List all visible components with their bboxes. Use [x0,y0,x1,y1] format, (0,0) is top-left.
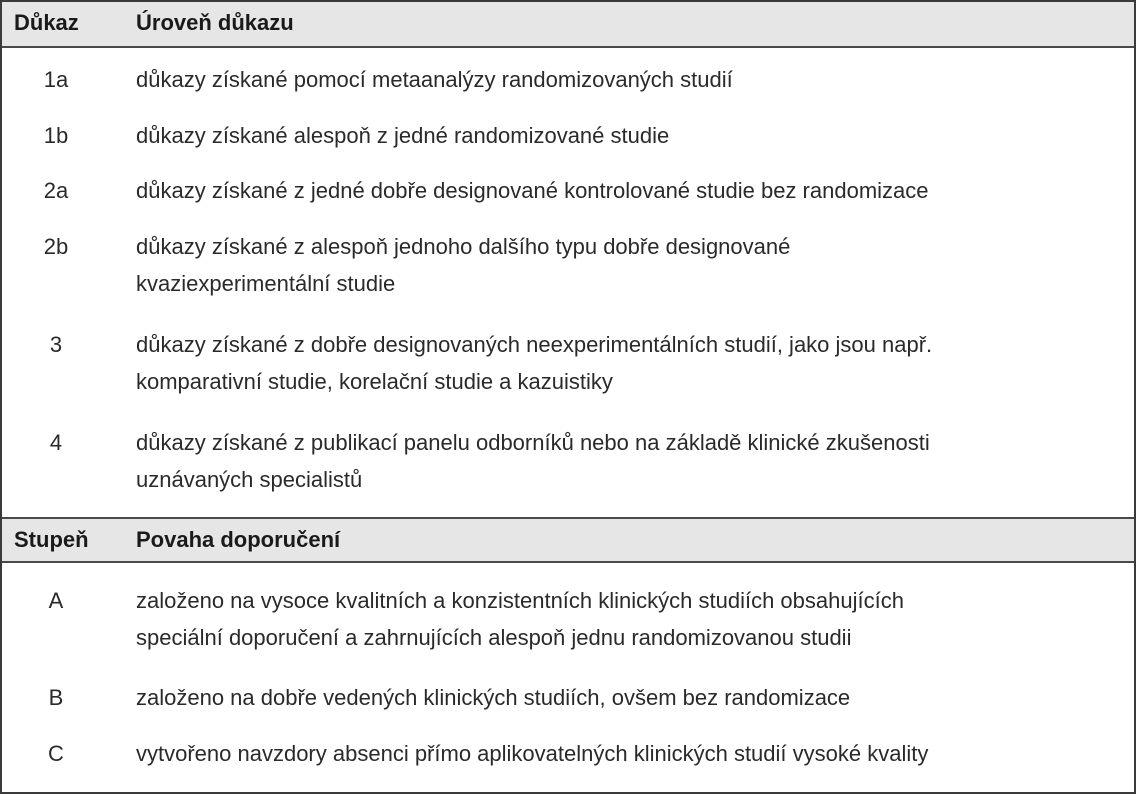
evidence-description: důkazy získané z publikací panelu odborníků nebo na základě klinické zkušenosti uznávaných specialistů [136,430,930,492]
grade-description: založeno na vysoce kvalitních a konzistentních klinických studiích obsahujících speciální doporučení a zahrnujících alespoň jednu randomizovanou studii [136,588,904,650]
grade-header-row [2,517,1134,563]
evidence-description: důkazy získané alespoň z jedné randomizované studie [136,123,670,148]
evidence-code: 2a [43,178,69,203]
evidence-code: 4 [49,430,63,455]
grade-code: B [48,685,64,710]
evidence-code: 3 [49,332,63,357]
evidence-description: důkazy získané z jedné dobře designované kontrolované studie bez randomizace [136,178,929,203]
evidence-code: 1a [43,67,69,92]
grade-code: A [48,588,64,613]
grade-description-header: Povaha doporučení [136,527,341,552]
evidence-code-header: Důkaz [14,10,79,35]
grade-description: založeno na dobře vedených klinických studiích, ovšem bez randomizace [136,685,851,710]
evidence-code: 1b [43,123,69,148]
grade-code: C [48,741,64,766]
evidence-description-header: Úroveň důkazu [136,10,294,35]
evidence-code: 2b [43,234,69,259]
evidence-header-row [2,2,1134,48]
evidence-description: důkazy získané z dobře designovaných neexperimentálních studií, jako jsou např. komparativní studie, korelační studie a kazuistiky [136,332,933,394]
grade-code-header: Stupeň [14,527,89,552]
evidence-description: důkazy získané pomocí metaanalýzy randomizovaných studií [136,67,733,92]
grade-description: vytvořeno navzdory absenci přímo aplikovatelných klinických studií vysoké kvality [136,741,929,766]
evidence-description: důkazy získané z alespoň jednoho dalšího typu dobře designované kvaziexperimentální studie [136,234,791,296]
